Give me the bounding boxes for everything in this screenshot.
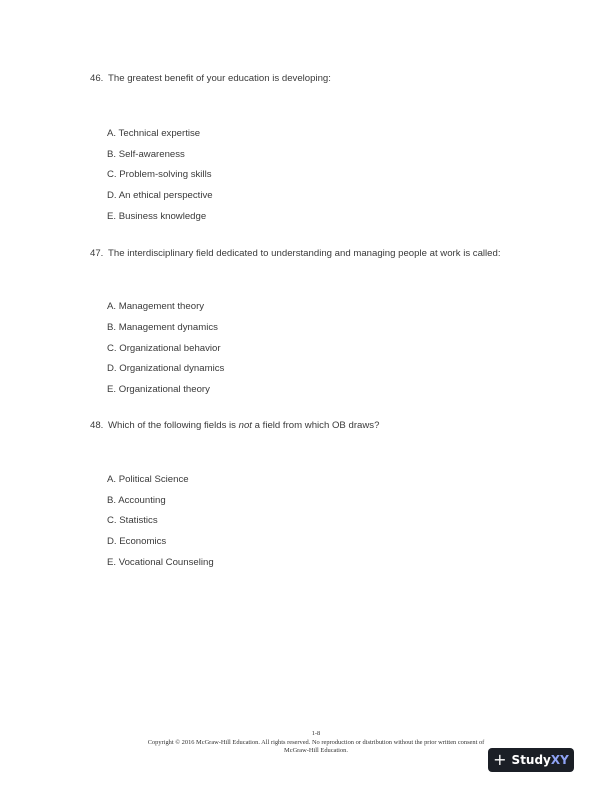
- option-47-d: D. Organizational dynamics: [107, 363, 225, 374]
- question-text-after: a field from which OB draws?: [251, 420, 380, 431]
- option-48-b: B. Accounting: [107, 495, 166, 506]
- option-46-b: B. Self-awareness: [107, 149, 185, 160]
- copyright-line-1: Copyright © 2016 McGraw-Hill Education. All rights reserved. No reproduction or distribution without the prior written consent of: [147, 739, 485, 746]
- option-47-a: A. Management theory: [107, 301, 205, 312]
- question-text: The greatest benefit of your education is developing:: [108, 73, 331, 84]
- option-48-c: C. Statistics: [107, 515, 158, 526]
- option-46-c: C. Problem-solving skills: [107, 169, 212, 180]
- option-46-d: D. An ethical perspective: [107, 190, 213, 201]
- page-number: 1-8: [311, 730, 321, 737]
- question-number: 47.: [90, 248, 104, 259]
- question-number: 48.: [90, 420, 104, 431]
- question-text-before: Which of the following fields is: [108, 420, 239, 431]
- question-46: [90, 73, 331, 84]
- option-47-c: C. Organizational behavior: [107, 343, 221, 354]
- question-number: 46.: [90, 73, 104, 84]
- option-48-d: D. Economics: [107, 536, 167, 547]
- option-47-b: B. Management dynamics: [107, 322, 218, 333]
- studyxy-badge[interactable]: [488, 748, 574, 772]
- question-text: The interdisciplinary field dedicated to understanding and managing people at work is called:: [108, 248, 501, 259]
- question-48: [90, 420, 379, 431]
- badge-xy-text: XY: [550, 753, 569, 767]
- badge-study-text: Study: [511, 753, 551, 767]
- option-46-e: E. Business knowledge: [107, 211, 207, 222]
- option-46-a: A. Technical expertise: [107, 128, 201, 139]
- option-48-a: A. Political Science: [107, 474, 189, 485]
- question-47: [90, 248, 501, 259]
- option-48-e: E. Vocational Counseling: [107, 557, 214, 568]
- question-text-emphasis: not: [238, 420, 252, 431]
- option-47-e: E. Organizational theory: [107, 384, 210, 395]
- copyright-line-2: McGraw-Hill Education.: [284, 747, 348, 754]
- plus-icon: +: [493, 750, 507, 769]
